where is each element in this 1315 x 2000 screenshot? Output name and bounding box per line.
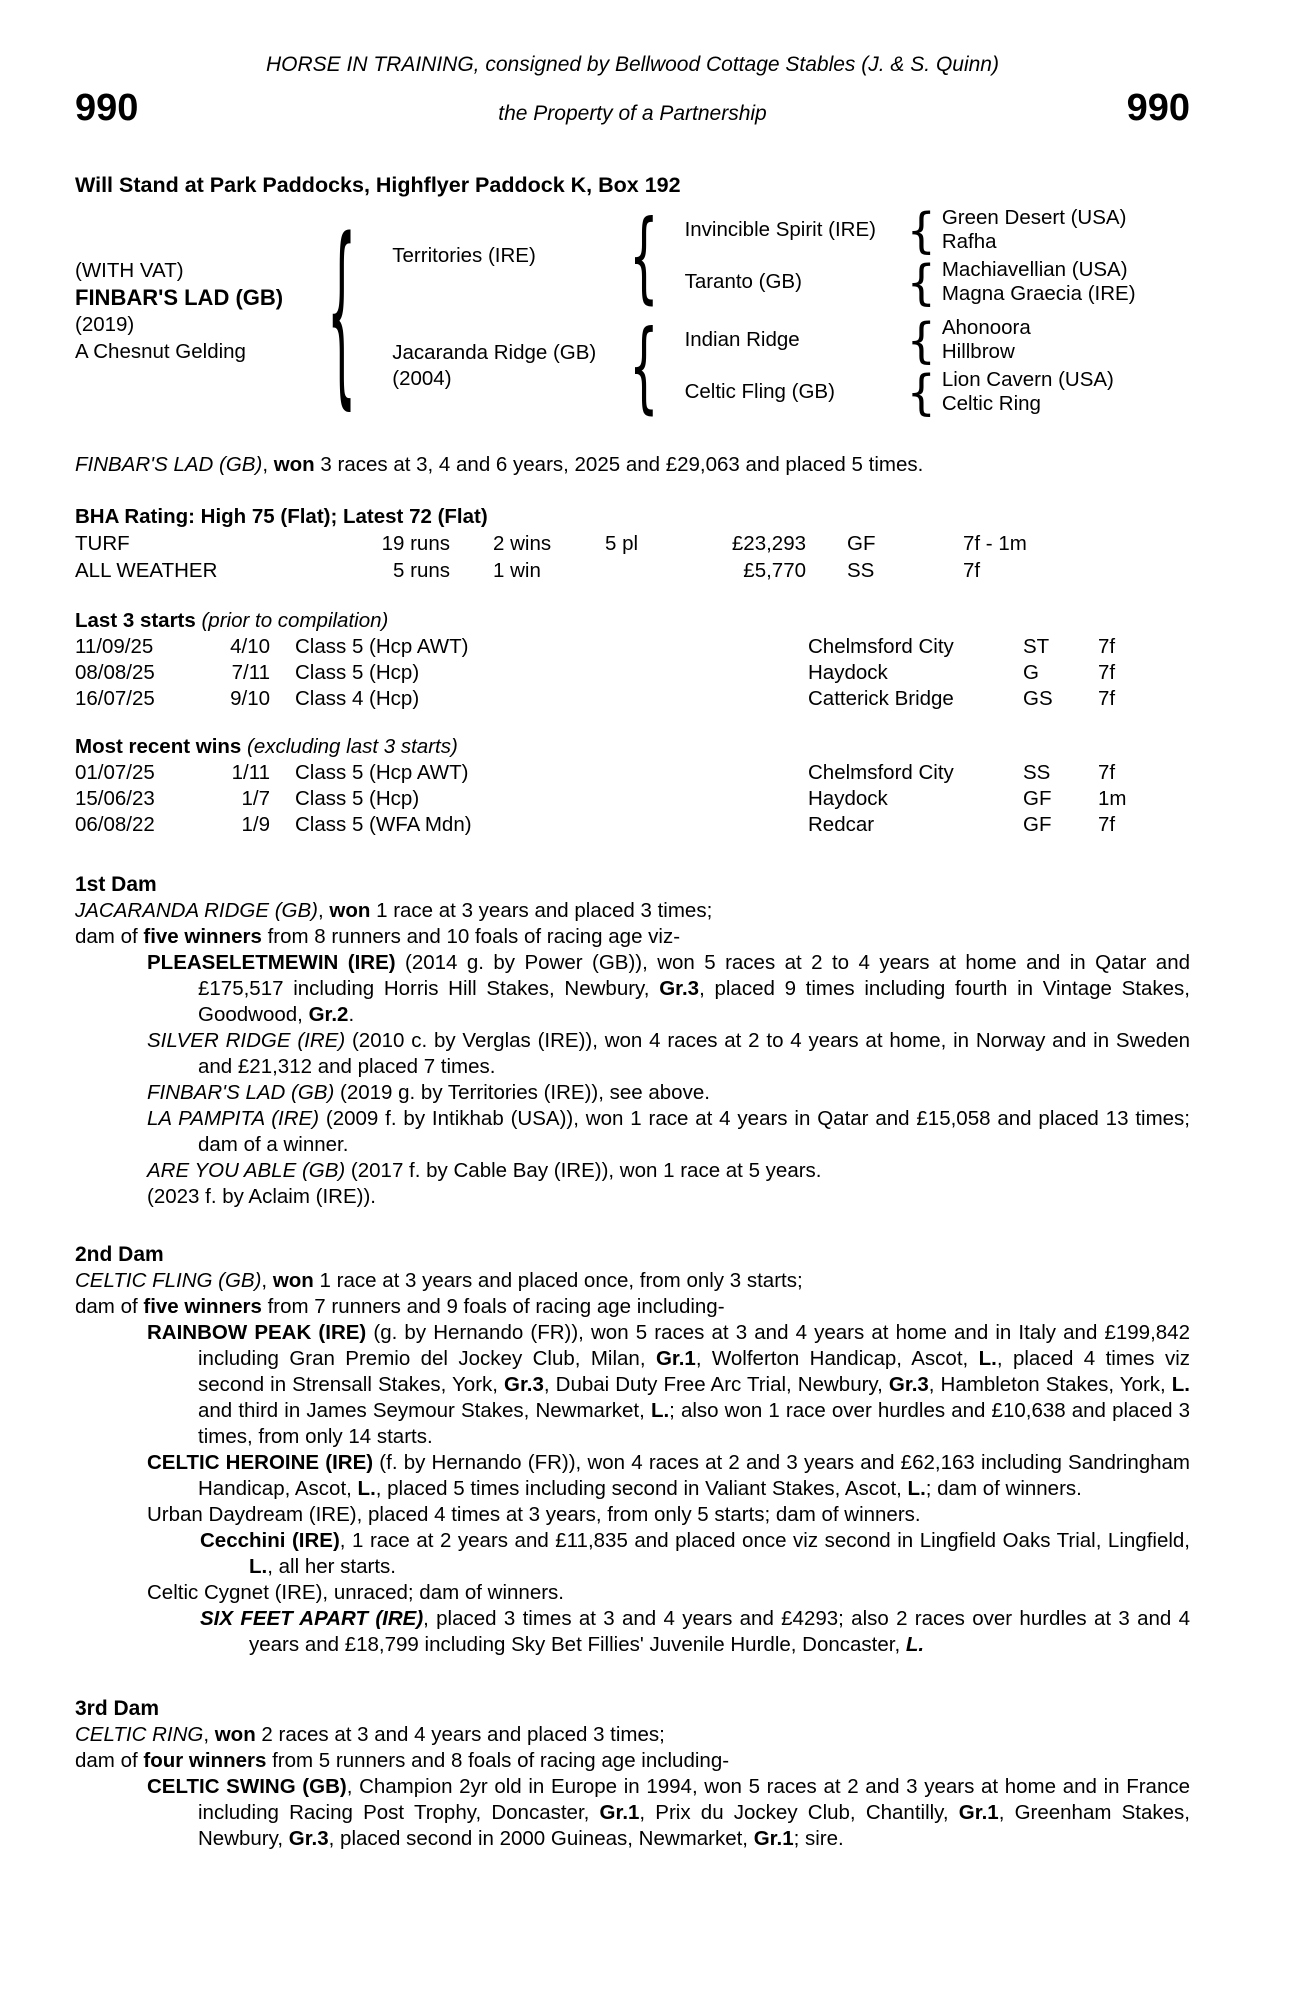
produce-sub-entry: Cecchini (IRE), 1 race at 2 years and £11,835 and placed once viz second in Lingfield Oaks Trial, Lingfield, L., all her starts.: [200, 1529, 1190, 1578]
race-class: Class 5 (Hcp): [295, 661, 420, 684]
produce-entry: (2023 f. by Aclaim (IRE)).: [147, 1185, 376, 1208]
racecourse: Redcar: [808, 813, 875, 836]
race-distance: 7f: [1098, 661, 1116, 684]
surface-label: ALL WEATHER: [75, 559, 218, 582]
going-abbrev: GF: [1023, 787, 1052, 810]
great-grandsire-name: Green Desert (USA): [941, 206, 1127, 229]
last-3-starts-note: (prior to compilation): [201, 609, 389, 632]
dam-dam-brace: {: [906, 363, 936, 421]
horse-name: FINBAR'S LAD (GB): [75, 285, 284, 310]
produce-entry: PLEASELETMEWIN (IRE) (2014 g. by Power (GB)), won 5 races at 2 to 4 years at home and in Qatar and £175,517 including Horris Hill Stakes, Newbury, Gr.3, placed 9 times including fourth in Vintage Stakes, Goodwood, Gr.2.: [147, 951, 1190, 1026]
produce-sub-entry: SIX FEET APART (IRE), placed 3 times at 3 and 4 years and £4293; also 2 races over hurdles at 3 and 4 years and £18,799 including Sky Bet Fillies' Juvenile Hurdle, Doncaster, L.: [200, 1607, 1190, 1656]
great-granddam-name: Celtic Ring: [941, 392, 1041, 415]
dam-dam-branch: [665, 363, 1114, 421]
runs-count: 19 runs: [381, 532, 450, 555]
produce-entry: Urban Daydream (IRE), placed 4 times at 3 years, from only 5 starts; dam of winners.: [147, 1503, 921, 1526]
lot-number-right: 990: [1126, 87, 1190, 129]
race-distance: 1m: [1098, 787, 1127, 810]
sire-dam-name: Taranto (GB): [684, 270, 802, 293]
race-distance: 7f: [1098, 761, 1116, 784]
sire-branch: [362, 197, 1136, 315]
going-abbrev: SS: [847, 559, 875, 582]
race-class: Class 4 (Hcp): [295, 687, 420, 710]
finish-position: 7/11: [231, 661, 270, 684]
dam-produce-intro: dam of five winners from 7 runners and 9 foals of racing age including-: [75, 1295, 725, 1318]
start-row: [75, 634, 1190, 660]
pedigree-subject: [75, 257, 325, 365]
going-abbrev: GF: [847, 532, 876, 555]
start-row: [75, 660, 1190, 686]
produce-entry: CELTIC SWING (GB), Champion 2yr old in Europe in 1994, won 5 races at 2 and 3 years at home and in France including Racing Post Trophy, Doncaster, Gr.1, Prix du Jockey Club, Chantilly, Gr.1, Greenham Stakes, Newbury, Gr.3, placed second in 2000 Guineas, Newmarket, Gr.1; sire.: [147, 1775, 1190, 1850]
wins-count: 1 win: [493, 559, 541, 582]
going-abbrev: G: [1023, 661, 1039, 684]
distance-range: 7f: [963, 559, 981, 582]
dam-sire-brace: {: [906, 311, 936, 369]
race-class: Class 5 (WFA Mdn): [295, 813, 472, 836]
great-granddam-name: Rafha: [941, 230, 997, 253]
race-distance: 7f: [1098, 687, 1116, 710]
great-granddam-name: Hillbrow: [941, 340, 1015, 363]
dam-produce-intro: dam of five winners from 8 runners and 10 foals of racing age viz-: [75, 925, 681, 948]
prize-money: £23,293: [731, 532, 806, 555]
produce-entry: Celtic Cygnet (IRE), unraced; dam of winners.: [147, 1581, 564, 1604]
race-distance: 7f: [1098, 813, 1116, 836]
dam-sire-branch: [665, 311, 1114, 369]
finish-position: 4/10: [230, 635, 270, 658]
race-date: 16/07/25: [75, 687, 155, 710]
last-3-starts-title: Last 3 starts: [75, 609, 196, 632]
places-count: 5 pl: [605, 532, 639, 555]
start-row: [75, 686, 1190, 712]
pedigree-table: [75, 194, 1190, 428]
race-class: Class 5 (Hcp AWT): [295, 635, 469, 658]
racecourse: Chelmsford City: [808, 761, 954, 784]
places-count: [605, 557, 705, 584]
dam-summary: CELTIC FLING (GB), won 1 race at 3 years and placed once, from only 3 starts;: [75, 1269, 803, 1292]
last-3-starts-section: [75, 608, 1190, 712]
great-grandsire-name: Ahonoora: [941, 316, 1031, 339]
dam-brace: {: [629, 307, 659, 425]
dam-summary: JACARANDA RIDGE (GB), won 1 race at 3 years and placed 3 times;: [75, 899, 713, 922]
stand-location-line: Will Stand at Park Paddocks, Highflyer Paddock K, Box 192: [75, 173, 681, 197]
dam-dam-name: Celtic Fling (GB): [684, 380, 835, 403]
produce-entry: SILVER RIDGE (IRE) (2010 c. by Verglas (IRE)), won 4 races at 2 to 4 years at home, in Norway and in Sweden and £21,312 and placed 7 times.: [147, 1029, 1190, 1078]
dam-name: Jacaranda Ridge (GB) (2004): [362, 340, 627, 392]
racecourse: Catterick Bridge: [808, 687, 954, 710]
finish-position: 1/7: [241, 787, 270, 810]
most-recent-wins-section: [75, 734, 1190, 838]
sire-name: Territories (IRE): [392, 244, 536, 267]
surface-stats-row: [75, 557, 1190, 584]
produce-entry: CELTIC HEROINE (IRE) (f. by Hernando (FR)), won 4 races at 2 and 3 years and £62,163 including Sandringham Handicap, Ascot, L., placed 5 times including second in Valiant Stakes, Ascot, L.; dam of winners.: [147, 1451, 1190, 1500]
produce-entry: LA PAMPITA (IRE) (2009 f. by Intikhab (USA)), won 1 race at 4 years in Qatar and £15,058 and placed 13 times; dam of a winner.: [147, 1107, 1191, 1156]
race-date: 01/07/25: [75, 761, 155, 784]
dam-summary: CELTIC RING, won 2 races at 3 and 4 years and placed 3 times;: [75, 1723, 665, 1746]
horse-description: A Chesnut Gelding: [75, 340, 246, 363]
produce-entry: ARE YOU ABLE (GB) (2017 f. by Cable Bay (IRE)), won 1 race at 5 years.: [147, 1159, 822, 1182]
race-class: Class 5 (Hcp): [295, 787, 420, 810]
win-row: [75, 812, 1190, 838]
distance-range: 7f - 1m: [963, 532, 1027, 555]
win-row: [75, 760, 1190, 786]
racecourse: Chelmsford City: [808, 635, 954, 658]
foal-year: (2019): [75, 313, 135, 336]
race-date: 08/08/25: [75, 661, 155, 684]
sire-sire-name: Invincible Spirit (IRE): [684, 218, 876, 241]
going-abbrev: SS: [1023, 761, 1051, 784]
vat-note: (WITH VAT): [75, 259, 184, 282]
finish-position: 9/10: [230, 687, 270, 710]
produce-entry: FINBAR'S LAD (GB) (2019 g. by Territories (IRE)), see above.: [147, 1081, 710, 1104]
racecourse: Haydock: [808, 787, 888, 810]
prize-money: £5,770: [743, 559, 806, 582]
lot-number-left: 990: [75, 87, 139, 129]
runs-count: 5 runs: [393, 559, 450, 582]
first-dam-heading: 1st Dam: [75, 873, 157, 896]
sire-brace: {: [629, 197, 659, 315]
race-record-summary: FINBAR'S LAD (GB), won 3 races at 3, 4 and 6 years, 2025 and £29,063 and placed 5 times.: [75, 453, 924, 476]
second-dam-section: [75, 1242, 1190, 1658]
race-distance: 7f: [1098, 635, 1116, 658]
race-date: 11/09/25: [75, 635, 154, 658]
second-dam-heading: 2nd Dam: [75, 1243, 164, 1266]
sire-dam-branch: [665, 253, 1136, 311]
racecourse: Haydock: [808, 661, 888, 684]
sire-sire-branch: [665, 201, 1136, 259]
dam-produce-intro: dam of four winners from 5 runners and 8 foals of racing age including-: [75, 1749, 730, 1772]
win-row: [75, 786, 1190, 812]
third-dam-heading: 3rd Dam: [75, 1697, 160, 1720]
great-grandsire-name: Lion Cavern (USA): [941, 368, 1114, 391]
most-recent-wins-title: Most recent wins: [75, 735, 242, 758]
sire-dam-brace: {: [906, 253, 936, 311]
race-class: Class 5 (Hcp AWT): [295, 761, 469, 784]
bha-rating-line: BHA Rating: High 75 (Flat); Latest 72 (Flat): [75, 505, 488, 528]
wins-count: 2 wins: [493, 532, 552, 555]
pedigree-gen2: [362, 197, 1136, 425]
lot-row: [75, 88, 1190, 128]
dam-branch: [362, 307, 1135, 425]
dam-year: (2004): [392, 367, 452, 390]
consignor-line: HORSE IN TRAINING, consigned by Bellwood Cottage Stables (J. & S. Quinn): [266, 53, 999, 76]
finish-position: 1/9: [241, 813, 270, 836]
pedigree-brace-outer: {: [327, 194, 357, 428]
produce-entry: RAINBOW PEAK (IRE) (g. by Hernando (FR)), won 5 races at 3 and 4 years at home and in Italy and £199,842 including Gran Premio del Jockey Club, Milan, Gr.1, Wolferton Handicap, Ascot, L., placed 4 times viz second in Strensall Stakes, York, Gr.3, Dubai Duty Free Arc Trial, Newbury, Gr.3, Hambleton Stakes, York, L. and third in James Seymour Stakes, Newmarket, L.; also won 1 race over hurdles and £10,638 and placed 3 times, from only 14 starts.: [147, 1321, 1191, 1448]
race-date: 06/08/22: [75, 813, 155, 836]
great-grandsire-name: Machiavellian (USA): [941, 258, 1128, 281]
first-dam-section: [75, 872, 1190, 1210]
surface-stats-row: [75, 530, 1190, 557]
most-recent-wins-note: (excluding last 3 starts): [247, 735, 458, 758]
third-dam-section: [75, 1696, 1190, 1852]
sire-sire-brace: {: [906, 201, 936, 259]
finish-position: 1/11: [231, 761, 270, 784]
going-abbrev: GS: [1023, 687, 1053, 710]
dam-sire-name: Indian Ridge: [684, 328, 800, 351]
surface-label: TURF: [75, 532, 130, 555]
great-granddam-name: Magna Graecia (IRE): [941, 282, 1136, 305]
going-abbrev: GF: [1023, 813, 1052, 836]
property-line: the Property of a Partnership: [498, 102, 767, 125]
race-date: 15/06/23: [75, 787, 155, 810]
going-abbrev: ST: [1023, 635, 1050, 658]
